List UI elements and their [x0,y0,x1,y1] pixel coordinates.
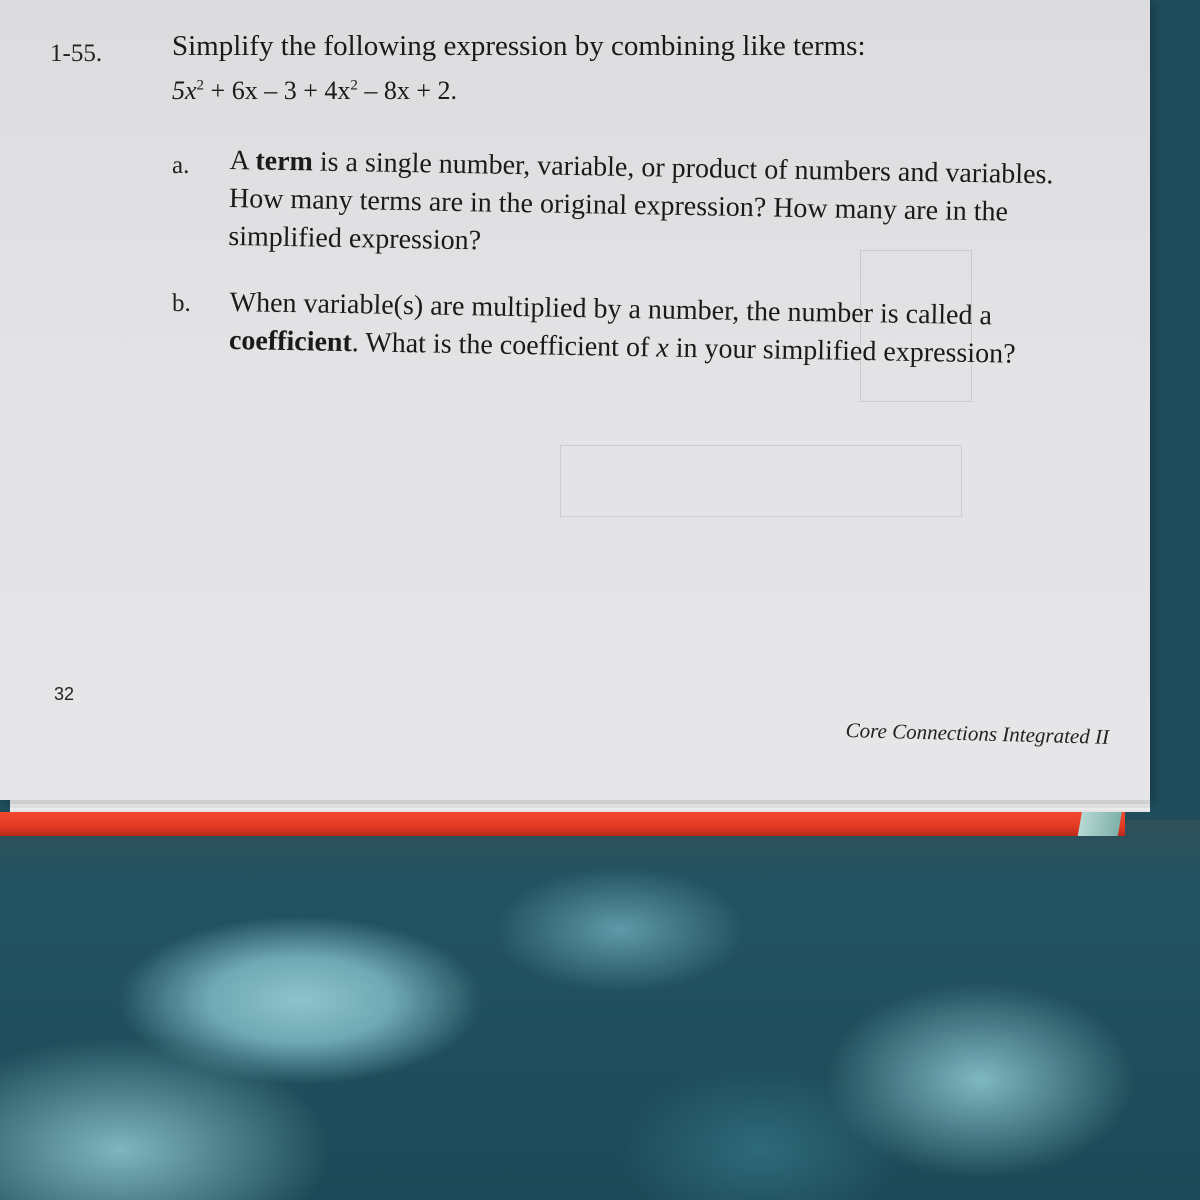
book-cover-edge [0,812,1125,836]
part-b-label: b. [172,290,191,317]
part-a-text: A term is a single number, variable, or product of numbers and variables. How many terms are in the original expression? How many are in the simplified expression? [228,144,1054,257]
book-title: Core Connections Integrated II [845,718,1110,749]
bleed-through-table [560,445,962,517]
problem-expression: $5x^2 + 6x - 3 + 4x^2 - 8x + 2$. [172,76,458,105]
problem-instruction: Simplify the following expression by combining like terms: [172,30,866,62]
book-cover-corner [1078,810,1123,836]
problem-number: 1-55. [50,40,103,67]
part-b-text: When variable(s) are multiplied by a number, the number is called a coefficient. What is the coefficient of x in your simplified expression? [228,286,1016,370]
part-a-label: a. [172,152,190,179]
page-number: 32 [54,684,75,704]
